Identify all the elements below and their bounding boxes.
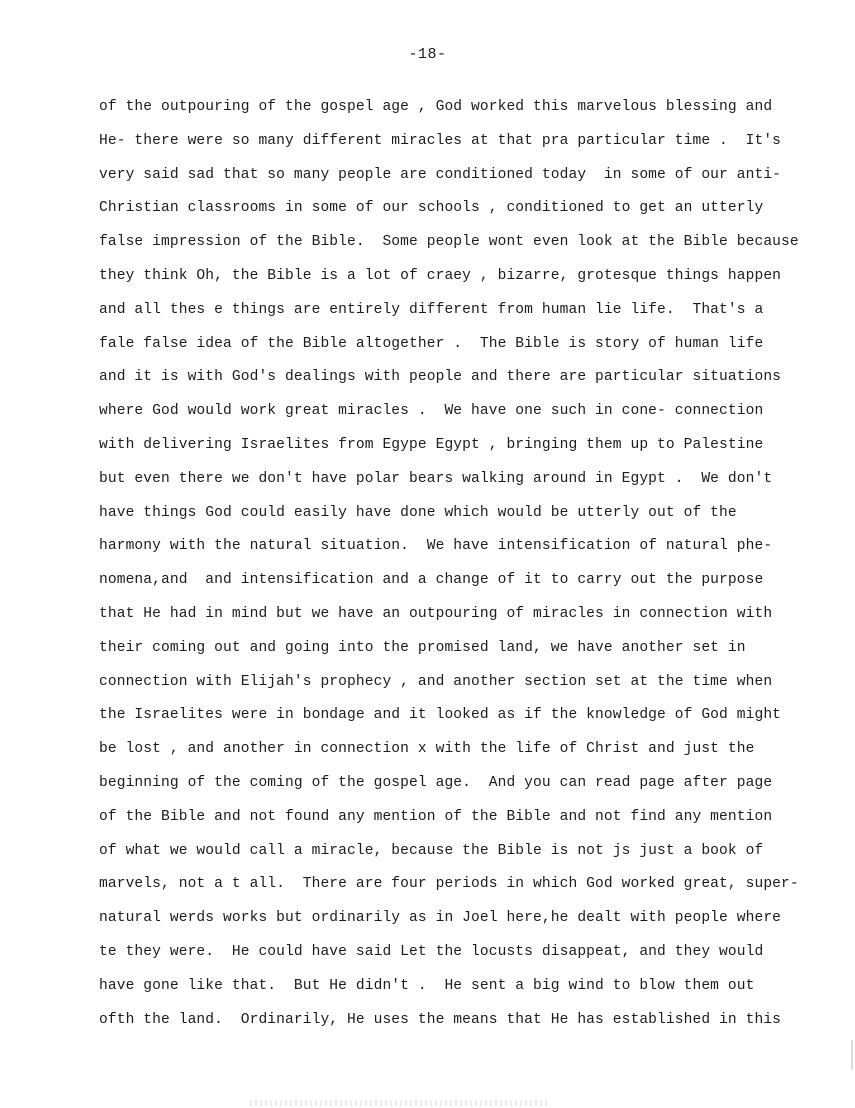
- text-line: te they were. He could have said Let the locusts disappeat, and they would: [99, 943, 764, 960]
- text-line: harmony with the natural situation. We have intensification of natural phe-: [99, 538, 773, 555]
- text-line: of the Bible and not found any mention of the Bible and not find any mention: [99, 808, 773, 825]
- text-line: have things God could easily have done which would be utterly out of the: [99, 504, 737, 521]
- text-line: have gone like that. But He didn't . He sent a big wind to blow them out: [99, 977, 755, 994]
- text-line: the Israelites were in bondage and it looked as if the knowledge of God might: [99, 707, 782, 724]
- body-text: [99, 96, 799, 1042]
- text-line: He- there were so many different miracles at that pra particular time . It's: [99, 132, 782, 149]
- text-line: marvels, not a t all. There are four periods in which God worked great, super-: [99, 876, 799, 893]
- text-line: very said sad that so many people are conditioned today in some of our anti-: [99, 166, 782, 183]
- text-line: they think Oh, the Bible is a lot of craey , bizarre, grotesque things happen: [99, 267, 782, 284]
- text-line: ofth the land. Ordinarily, He uses the means that He has established in this: [99, 1011, 782, 1028]
- text-line: Christian classrooms in some of our schools , conditioned to get an utterly: [99, 200, 764, 217]
- text-line: with delivering Israelites from Egype Egypt , bringing them up to Palestine: [99, 436, 764, 453]
- text-line: and all thes e things are entirely different from human lie life. That's a: [99, 301, 764, 318]
- text-line: false impression of the Bible. Some people wont even look at the Bible because: [99, 234, 799, 251]
- text-line: that He had in mind but we have an outpouring of miracles in connection with: [99, 605, 773, 622]
- text-line: but even there we don't have polar bears walking around in Egypt . We don't: [99, 470, 773, 487]
- text-line: their coming out and going into the promised land, we have another set in: [99, 639, 746, 656]
- text-line: where God would work great miracles . We have one such in cone- connection: [99, 403, 764, 420]
- text-line: of the outpouring of the gospel age , God worked this marvelous blessing and: [99, 99, 773, 115]
- text-line: be lost , and another in connection x with the life of Christ and just the: [99, 741, 755, 758]
- text-line: natural werds works but ordinarily as in Joel here,he dealt with people where: [99, 910, 782, 927]
- text-line: fale false idea of the Bible altogether . The Bible is story of human life: [99, 335, 764, 352]
- text-line: and it is with God's dealings with people and there are particular situations: [99, 369, 782, 386]
- scan-artifact: [250, 1100, 550, 1106]
- text-line: beginning of the coming of the gospel age. And you can read page after page: [99, 774, 773, 791]
- text-line: nomena,and and intensification and a change of it to carry out the purpose: [99, 572, 764, 589]
- scan-edge-artifact: [851, 1040, 853, 1070]
- page-number: -18-: [408, 46, 447, 63]
- text-line: of what we would call a miracle, because the Bible is not js just a book of: [99, 842, 764, 859]
- text-line: connection with Elijah's prophecy , and another section set at the time when: [99, 673, 773, 690]
